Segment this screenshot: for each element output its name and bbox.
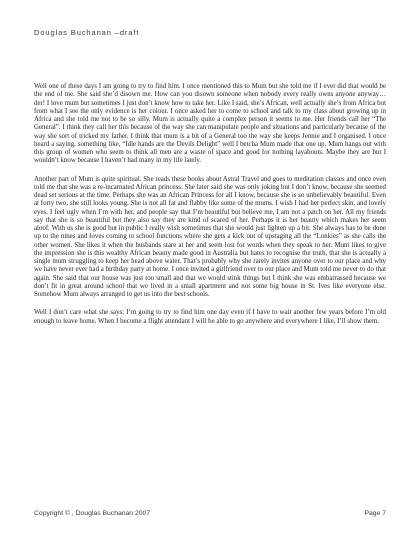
body-text [34, 83, 386, 326]
paragraph-2: Another part of Mum is quite spiritual. She reads these books about Astral Travel and goes to meditation classes and once even told me that she was a re-incarnated African princess. She later said she was only joking but I don’t know, because she seemed dead set serious at the time. Perhaps she was an African Princess for all I know, because she is so unbelievably beautiful. Even at forty two, she still looks young. She is not all fat and flabby like some of the mums. I wish I had her perfect skin, and lovely eyes. I feel ugly when I’m with her, and people say that I’m beautiful but believe me, I am not a patch on her. All my friends say that she is so beautiful but they also say they are kind of scared of her. Perhaps it is her beauty which makes her seem aloof. With us she is good but in public I really wish sometimes that she would just lighten up a bit. She always has to be done up to the nines and loves coming to school functions where she gets a kick out of upstaging all the “Lonkies” as she calls the other women. She likes it when the husbands stare at her and seem lost for words when they speak to her. Mum likes to give the impression she is this wealthy African beauty made good in Australia but hates to recognise the truth, that she is actually a single mum struggling to keep her head above water. That’s probably why she rarely invites anyone over to our place and why we have never ever had a birthday party at home. I once invited a girlfriend over to our place and Mum told me never to do that again. She said that our house was just too small and that we would stink things but I think she was embarrassed because we don’t fit in great around school that we lived in a small apartment and not some big house in St. Ives like everyone else. Somehow Mum always arranged to get us into the best schools. [34, 175, 386, 298]
paragraph-1: Well one of these days I am going to try to find him. I once mentioned this to Mum but she told me if I ever did that would be the end of me. She said she’d disown me. How can you disown someone when nobody every really owns anyone anyway…der! I love mum but sometimes I just don’t know how to take her. Like I said, she’s African, well actually she’s from Africa but from what I see the only evidence is her colour. I once asked her to come to school and talk to my class about growing up in Africa and she told me not to be so silly. Mum is actually quite a complex person it seems to me. Her friends call her “The General”. I think they call her this because of the way she can manipulate people and situations and particularly because of the way she sort of tricked my father. I think that mum is a bit of a General too the way she keeps Jennie and I organised. I once heard a saying, something like, “Idle hands are the Devils Delight” well I betcha Mum made that one up. Mum hangs out with this group of women who seem to think all men are a waste of space and good for nothing layabouts. Maybe they are but I wouldn’t know because I haven’t had many in my life lately. [34, 83, 386, 165]
paragraph-3: Well I don’t care what she says; I’m going to try to find him one day even if I have to wait another few years before I’m old enough to leave home. When I become a flight attendant I will be able to go anywhere and everywhere I like, I’ll show them. [34, 309, 386, 325]
page-number: Page 7 [364, 510, 386, 517]
running-header: Douglas Buchanan –draft [34, 28, 140, 37]
copyright-footer: Copyright © , Douglas Buchanan 2007 [34, 510, 151, 517]
